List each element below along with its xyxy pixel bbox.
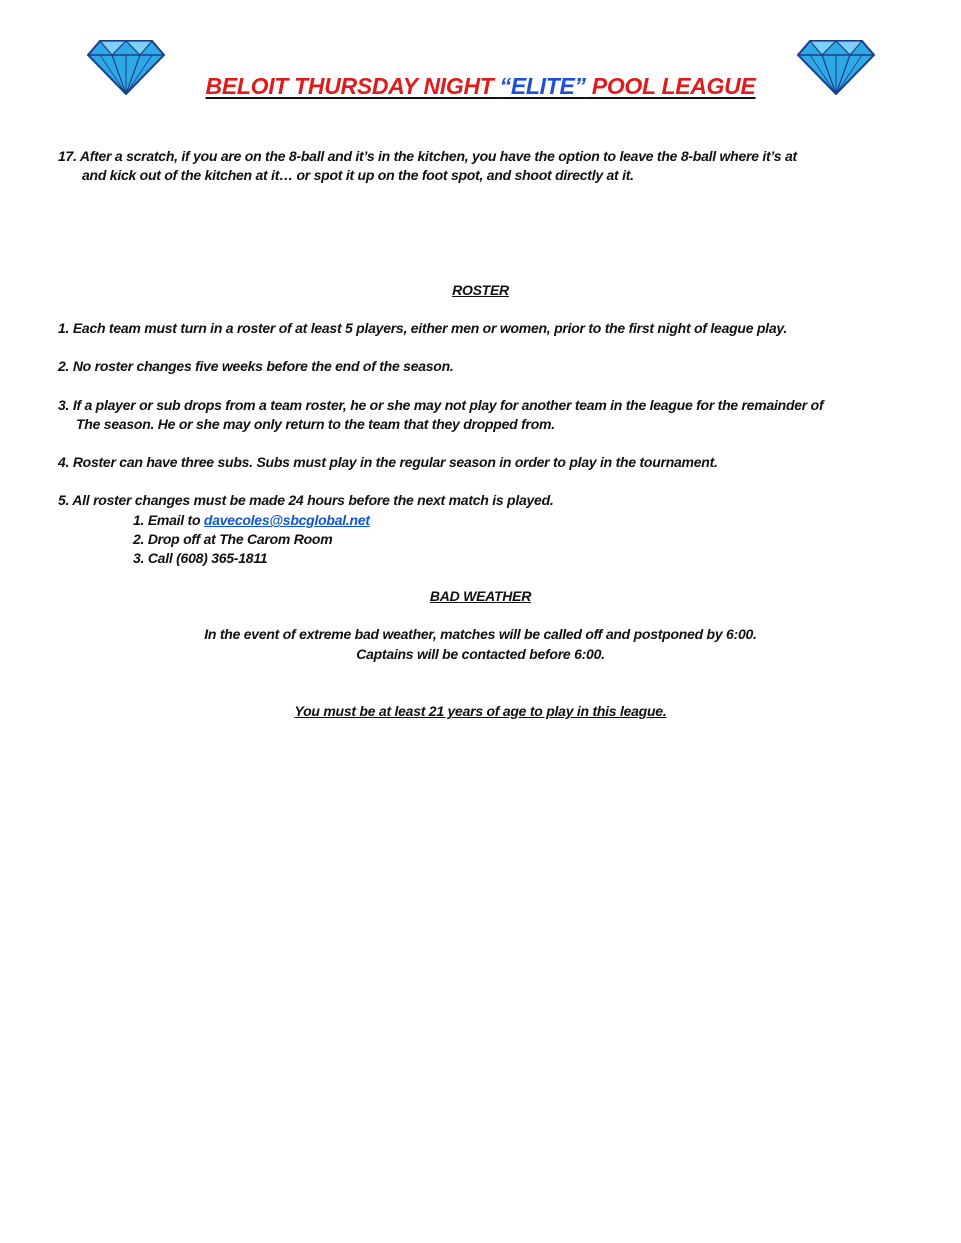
- roster-item-2: 2. No roster changes five weeks before the end of the season.: [58, 358, 454, 374]
- roster-item-1: 1. Each team must turn in a roster of at least 5 players, either men or women, prior to the first night of league play.: [58, 320, 788, 336]
- age-notice: You must be at least 21 years of age to play in this league.: [294, 703, 667, 719]
- bad-weather-heading: BAD WEATHER: [429, 588, 532, 604]
- bad-weather-line-1: In the event of extreme bad weather, matches will be called off and postponed by 6:00.: [204, 626, 757, 642]
- rule-17-line-2: and kick out of the kitchen at it… or spot it up on the foot spot, and shoot directly at it.: [82, 167, 634, 183]
- roster-item-5: 5. All roster changes must be made 24 hours before the next match is played.: [58, 492, 554, 508]
- roster-item-4: 4. Roster can have three subs. Subs must play in the regular season in order to play in the tournament.: [58, 454, 718, 470]
- roster-item-3-line-1: 3. If a player or sub drops from a team roster, he or she may not play for another team in the league for the remainder of: [58, 397, 824, 413]
- email-prefix: 1. Email to: [133, 512, 204, 528]
- roster-subitem-drop-off: 2. Drop off at The Carom Room: [133, 531, 333, 547]
- roster-subitem-email: [133, 511, 370, 530]
- page-title: [0, 73, 961, 100]
- title-part-1: BELOIT THURSDAY NIGHT: [205, 73, 500, 99]
- roster-heading: ROSTER: [452, 282, 509, 298]
- roster-item-3-line-2: The season. He or she may only return to the team that they dropped from.: [76, 416, 555, 432]
- title-part-3: POOL LEAGUE: [585, 73, 756, 99]
- roster-subitem-call: 3. Call (608) 365-1811: [133, 550, 268, 566]
- bad-weather-line-2: Captains will be contacted before 6:00.: [356, 646, 605, 662]
- email-link[interactable]: davecoles@sbcglobal.net: [203, 512, 370, 528]
- title-elite: “ELITE”: [499, 73, 586, 99]
- rule-17-line-1: 17. After a scratch, if you are on the 8-ball and it’s in the kitchen, you have the option to leave the 8-ball where it’s at: [58, 148, 797, 164]
